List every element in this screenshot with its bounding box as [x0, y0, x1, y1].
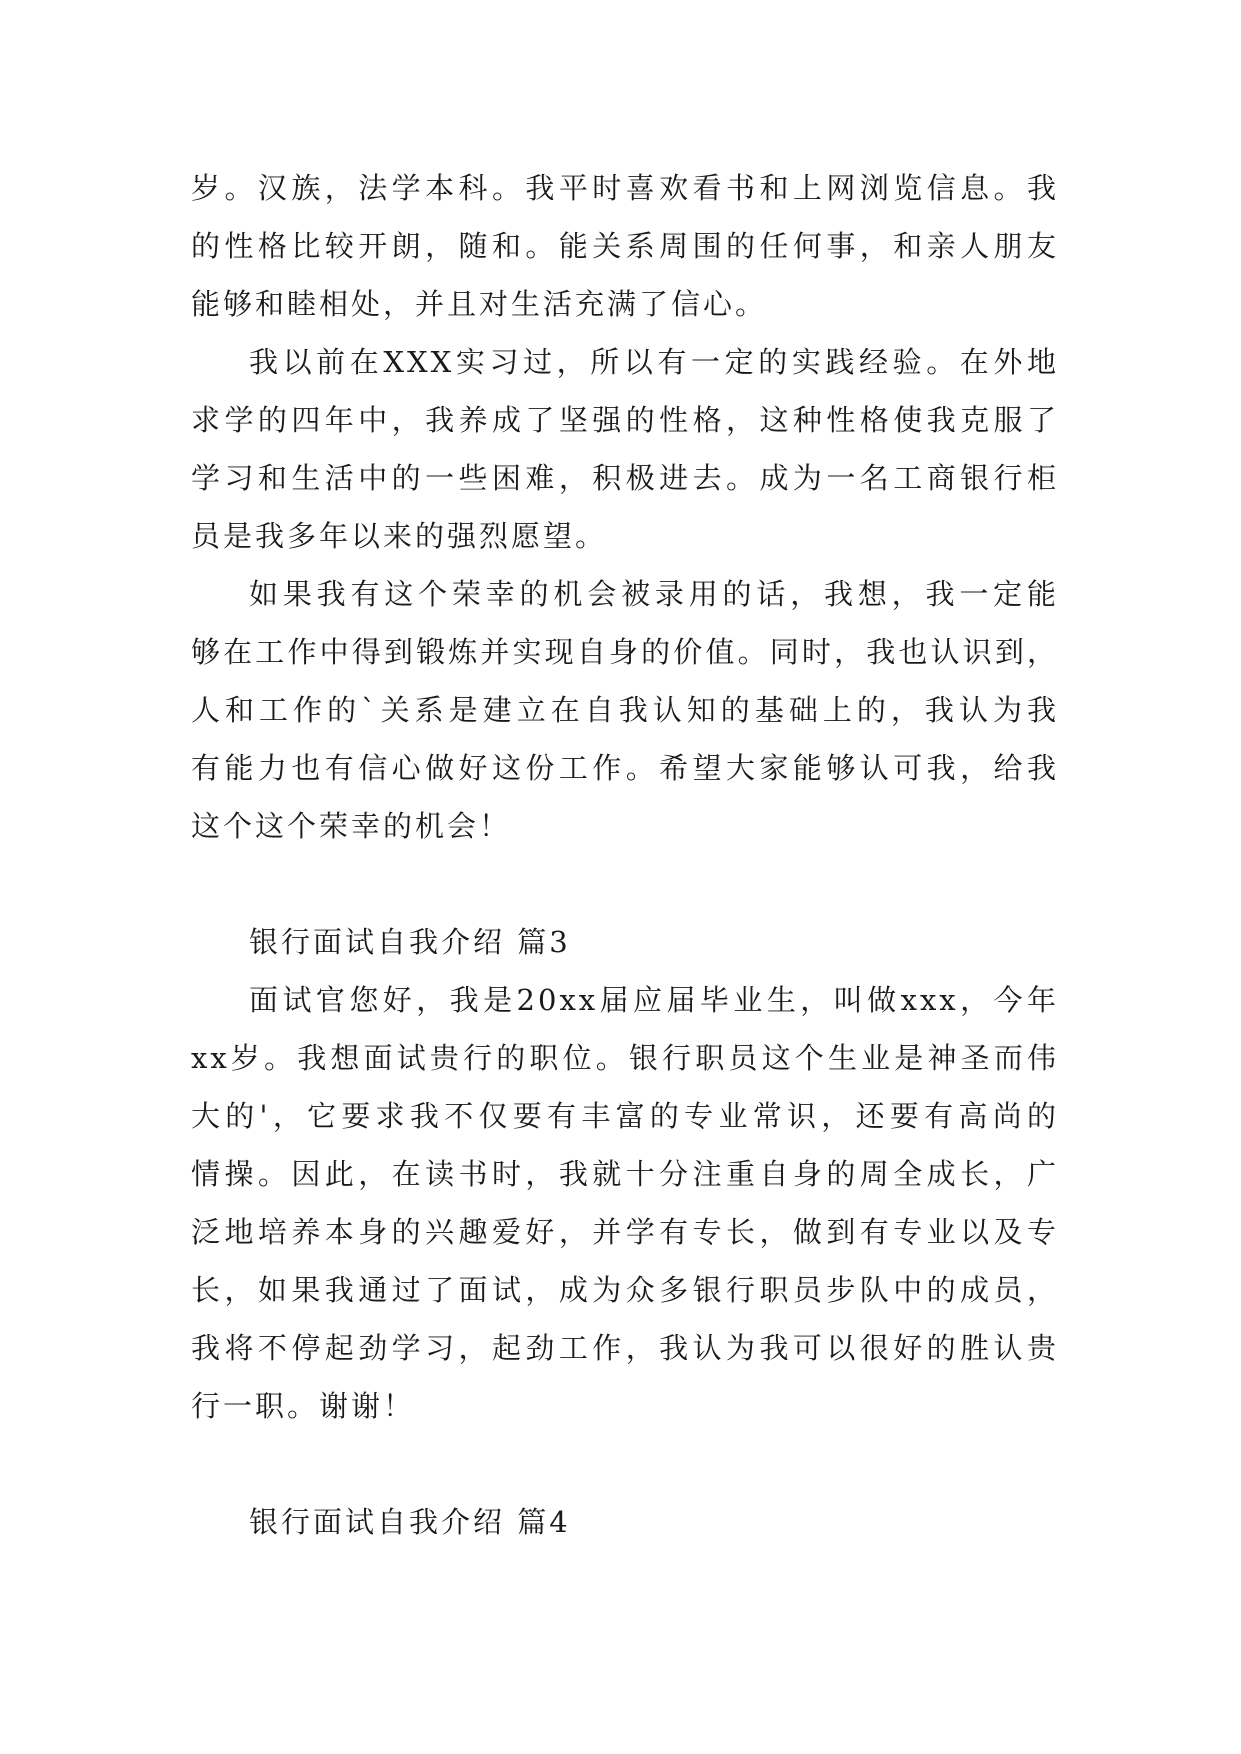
text-line: 面试官您好，我是20xx届应届毕业生，叫做xxx，今年 — [249, 983, 1059, 1017]
text-line: 能够和睦相处，并且对生活充满了信心。 — [191, 287, 768, 321]
text-line: 够在工作中得到锻炼并实现自身的价值。同时，我也认识到， — [191, 635, 1059, 669]
text-line: 人和工作的`关系是建立在自我认知的基础上的，我认为我 — [191, 693, 1059, 727]
text-line: 岁。汉族，法学本科。我平时喜欢看书和上网浏览信息。我 — [191, 171, 1059, 205]
text-line: 这个这个荣幸的机会！ — [191, 809, 512, 843]
text-line: 如果我有这个荣幸的机会被录用的话，我想，我一定能 — [249, 577, 1059, 611]
text-line: 情操。因此，在读书时，我就十分注重自身的周全成长，广 — [191, 1157, 1059, 1191]
text-line: 长，如果我通过了面试，成为众多银行职员步队中的成员， — [191, 1273, 1059, 1307]
text-line: 有能力也有信心做好这份工作。希望大家能够认可我，给我 — [191, 751, 1059, 785]
text-line: 我将不停起劲学习，起劲工作，我认为我可以很好的胜认贵 — [191, 1331, 1059, 1365]
text-line: 员是我多年以来的强烈愿望。 — [191, 519, 608, 553]
text-line: 我以前在XXX实习过，所以有一定的实践经验。在外地 — [249, 345, 1059, 379]
section-heading: 银行面试自我介绍 篇3 — [249, 925, 571, 959]
text-line: 的性格比较开朗，随和。能关系周围的任何事，和亲人朋友 — [191, 229, 1059, 263]
text-line: 求学的四年中，我养成了坚强的性格，这种性格使我克服了 — [191, 403, 1059, 437]
text-line: 大的'，它要求我不仅要有丰富的专业常识，还要有高尚的 — [191, 1099, 1059, 1133]
text-line: xx岁。我想面试贵行的职位。银行职员这个生业是神圣而伟 — [191, 1041, 1059, 1075]
text-line: 行一职。谢谢！ — [191, 1389, 416, 1423]
text-line: 泛地培养本身的兴趣爱好，并学有专长，做到有专业以及专 — [191, 1215, 1059, 1249]
text-line: 学习和生活中的一些困难，积极进去。成为一名工商银行柜 — [191, 461, 1059, 495]
section-heading: 银行面试自我介绍 篇4 — [249, 1505, 571, 1539]
